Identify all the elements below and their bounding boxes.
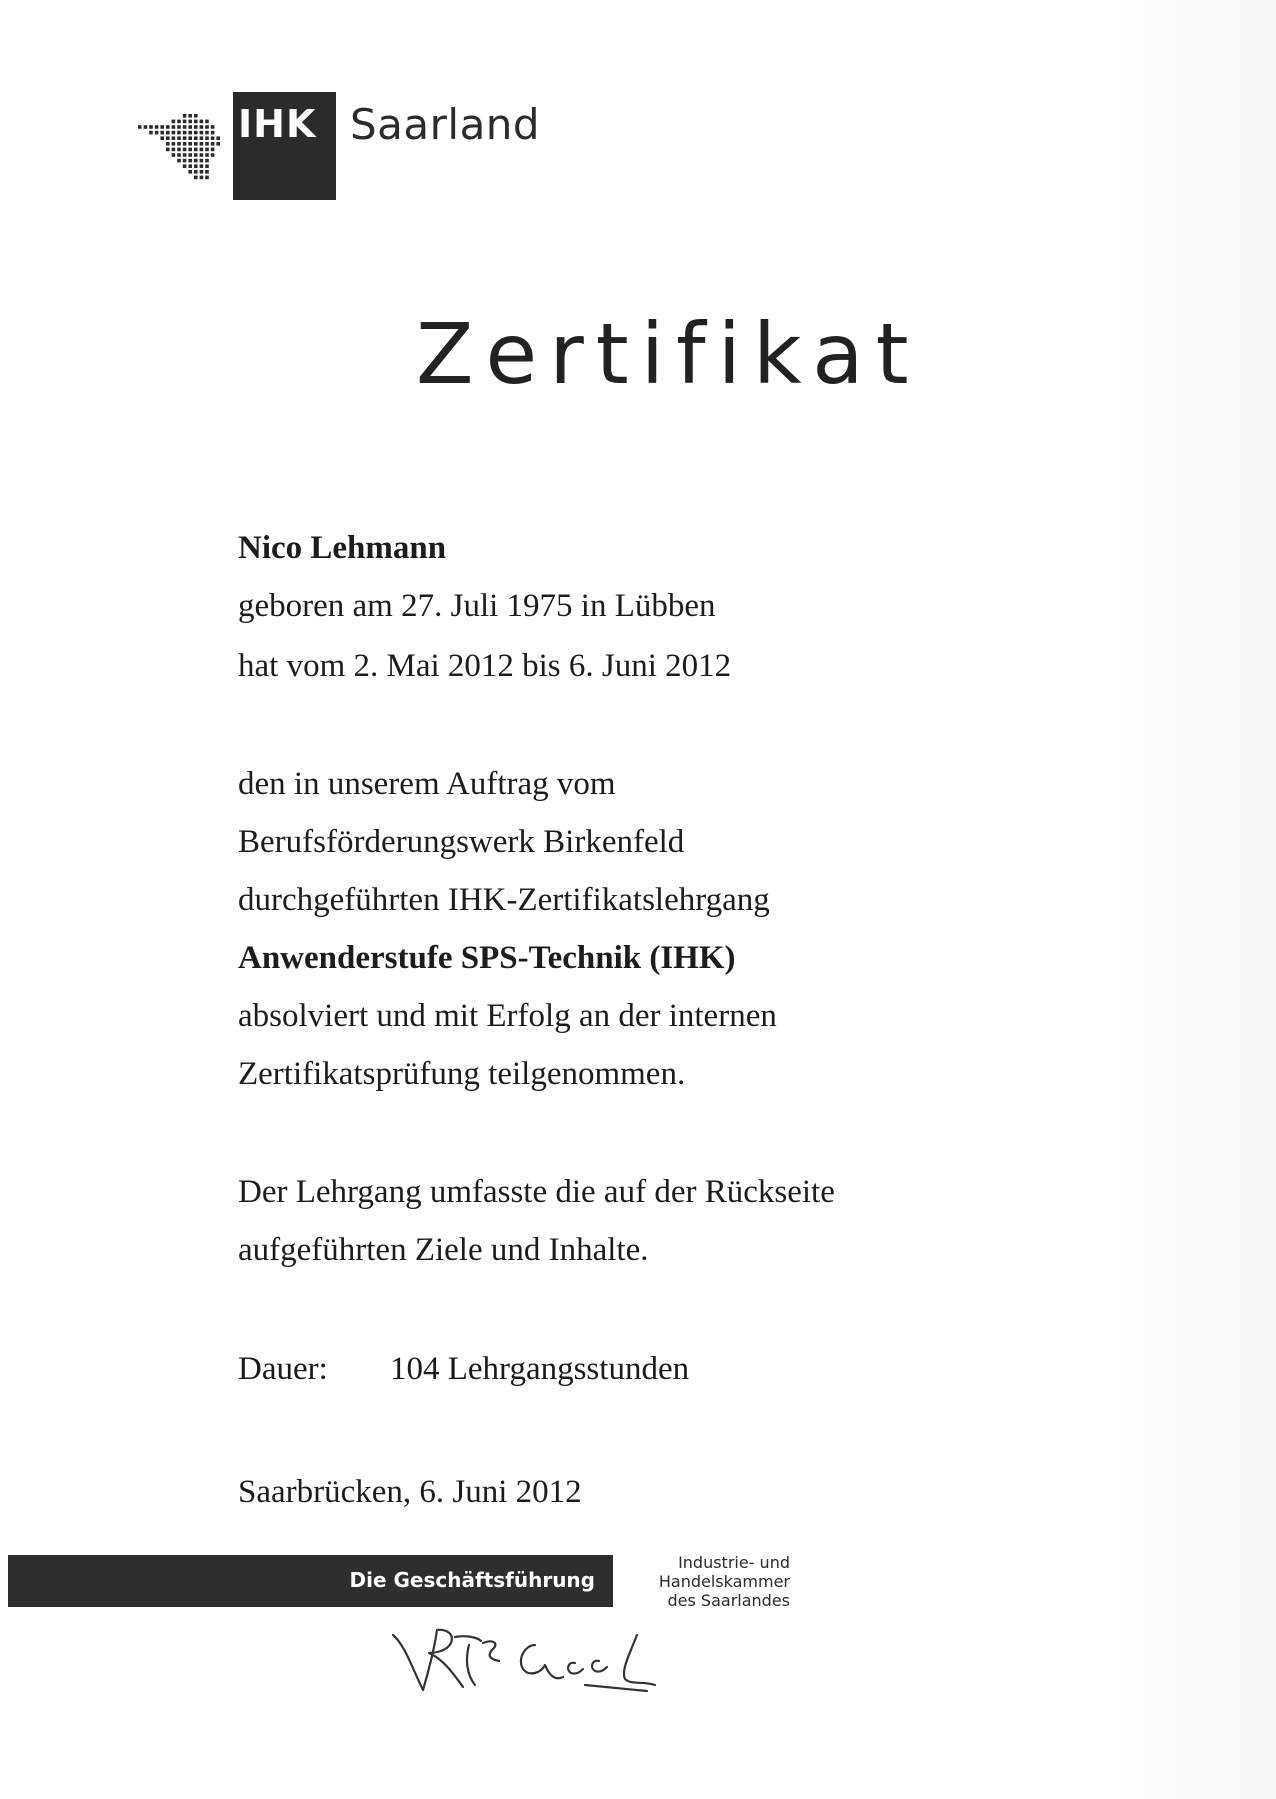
chamber-name xyxy=(640,1553,790,1610)
logo-dot xyxy=(205,120,209,124)
logo-dot xyxy=(200,125,204,129)
logo-dot xyxy=(200,164,204,168)
logo-dot xyxy=(200,176,204,180)
logo-dot xyxy=(200,120,204,124)
logo-dot xyxy=(205,125,209,129)
logo-dot xyxy=(188,153,192,157)
management-bar xyxy=(8,1555,613,1607)
logo-dot xyxy=(211,153,215,157)
logo-dot xyxy=(194,159,198,163)
logo-dot xyxy=(183,148,187,152)
logo-dot xyxy=(211,148,215,152)
duration-value: 104 Lehrgangsstunden xyxy=(390,1351,690,1387)
logo-dot xyxy=(166,131,170,135)
logo-dot xyxy=(177,159,181,163)
logo-dot xyxy=(172,153,176,157)
logo-dot xyxy=(188,125,192,129)
logo-dot xyxy=(172,148,176,152)
logo-dot xyxy=(200,159,204,163)
logo-dot xyxy=(188,131,192,135)
logo-dot xyxy=(200,148,204,152)
logo-dot xyxy=(205,136,209,140)
logo-dot xyxy=(144,125,148,129)
logo-dot xyxy=(172,120,176,124)
logo-dot xyxy=(211,136,215,140)
duration-label: Dauer: xyxy=(238,1351,328,1387)
logo-dot xyxy=(205,159,209,163)
logo-dot xyxy=(194,148,198,152)
logo-dot xyxy=(177,153,181,157)
logo-dot xyxy=(166,125,170,129)
logo-dot xyxy=(188,159,192,163)
logo-dot xyxy=(188,170,192,174)
document-title: Zertifikat xyxy=(416,305,921,403)
logo-dot xyxy=(166,142,170,146)
logo-dot xyxy=(183,125,187,129)
logo-dot xyxy=(177,120,181,124)
logo-dot xyxy=(194,125,198,129)
period-line: hat vom 2. Mai 2012 bis 6. Juni 2012 xyxy=(238,648,732,684)
logo-dot xyxy=(183,153,187,157)
saarland-map-dots-icon xyxy=(138,114,228,182)
course-line-5: absolviert und mit Erfolg an der internen xyxy=(238,998,777,1034)
logo-dot xyxy=(183,131,187,135)
logo-dot xyxy=(177,136,181,140)
logo-dot xyxy=(188,136,192,140)
logo-dot xyxy=(149,131,153,135)
logo-dot xyxy=(183,164,187,168)
logo-dot xyxy=(194,131,198,135)
logo-dot xyxy=(188,164,192,168)
logo-dot xyxy=(138,125,142,129)
scope-line-2: aufgeführten Ziele und Inhalte. xyxy=(238,1232,649,1268)
logo-dot xyxy=(194,153,198,157)
logo-dot xyxy=(194,142,198,146)
logo-dot xyxy=(166,148,170,152)
birth-line: geboren am 27. Juli 1975 in Lübben xyxy=(238,588,716,624)
logo-dot xyxy=(160,131,164,135)
logo-dot xyxy=(200,170,204,174)
logo-dot xyxy=(205,142,209,146)
logo-dot xyxy=(211,131,215,135)
logo-region: Saarland xyxy=(350,100,541,149)
recipient-name: Nico Lehmann xyxy=(238,530,447,566)
logo-dot xyxy=(216,136,220,140)
logo-dot xyxy=(188,142,192,146)
logo-brand: IHK xyxy=(238,102,317,146)
logo-dot xyxy=(172,125,176,129)
logo-dot xyxy=(188,120,192,124)
logo-dot xyxy=(194,114,198,118)
logo-dot xyxy=(205,164,209,168)
logo-dot xyxy=(205,148,209,152)
logo-dot xyxy=(211,142,215,146)
course-line-1: den in unserem Auftrag vom xyxy=(238,766,616,802)
logo-dot xyxy=(183,159,187,163)
logo-dot xyxy=(200,136,204,140)
logo-dot xyxy=(194,176,198,180)
logo-dot xyxy=(188,114,192,118)
logo-dot xyxy=(194,164,198,168)
logo-dot xyxy=(211,125,215,129)
logo-dot xyxy=(183,142,187,146)
logo-dot xyxy=(194,136,198,140)
logo-dot xyxy=(205,153,209,157)
course-line-3: durchgeführten IHK-Zertifikatslehrgang xyxy=(238,882,770,918)
logo-dot xyxy=(177,131,181,135)
logo-dot xyxy=(149,125,153,129)
logo-dot xyxy=(200,131,204,135)
logo-dot xyxy=(172,142,176,146)
logo-dot xyxy=(177,142,181,146)
chamber-line-3: des Saarlandes xyxy=(667,1591,790,1610)
scope-line-1: Der Lehrgang umfasste die auf der Rückseite xyxy=(238,1174,835,1210)
logo-dot xyxy=(183,120,187,124)
logo-dot xyxy=(177,125,181,129)
logo-dot xyxy=(200,142,204,146)
place-date: Saarbrücken, 6. Juni 2012 xyxy=(238,1474,582,1510)
logo-dot xyxy=(194,120,198,124)
logo-dot xyxy=(194,170,198,174)
course-line-2: Berufsförderungswerk Birkenfeld xyxy=(238,824,685,860)
logo-dot xyxy=(160,125,164,129)
logo-dot xyxy=(216,142,220,146)
logo-dot xyxy=(172,136,176,140)
logo-dot xyxy=(183,136,187,140)
logo-dot xyxy=(166,136,170,140)
logo-dot xyxy=(188,148,192,152)
management-label: Die Geschäftsführung xyxy=(349,1568,595,1592)
logo-dot xyxy=(155,125,159,129)
course-line-6: Zertifikatsprüfung teilgenommen. xyxy=(238,1056,686,1092)
logo-dot xyxy=(205,176,209,180)
logo-dot xyxy=(177,148,181,152)
logo-dot xyxy=(160,136,164,140)
logo-dot xyxy=(205,170,209,174)
chamber-line-1: Industrie- und xyxy=(678,1553,790,1572)
logo-dot xyxy=(155,131,159,135)
signature-icon xyxy=(385,1615,675,1715)
course-name: Anwenderstufe SPS-Technik (IHK) xyxy=(238,940,736,976)
logo-dot xyxy=(205,131,209,135)
logo-dot xyxy=(172,131,176,135)
ihk-logo xyxy=(138,92,541,202)
logo-dot xyxy=(183,114,187,118)
logo-dot xyxy=(200,153,204,157)
chamber-line-2: Handelskammer xyxy=(658,1572,790,1591)
